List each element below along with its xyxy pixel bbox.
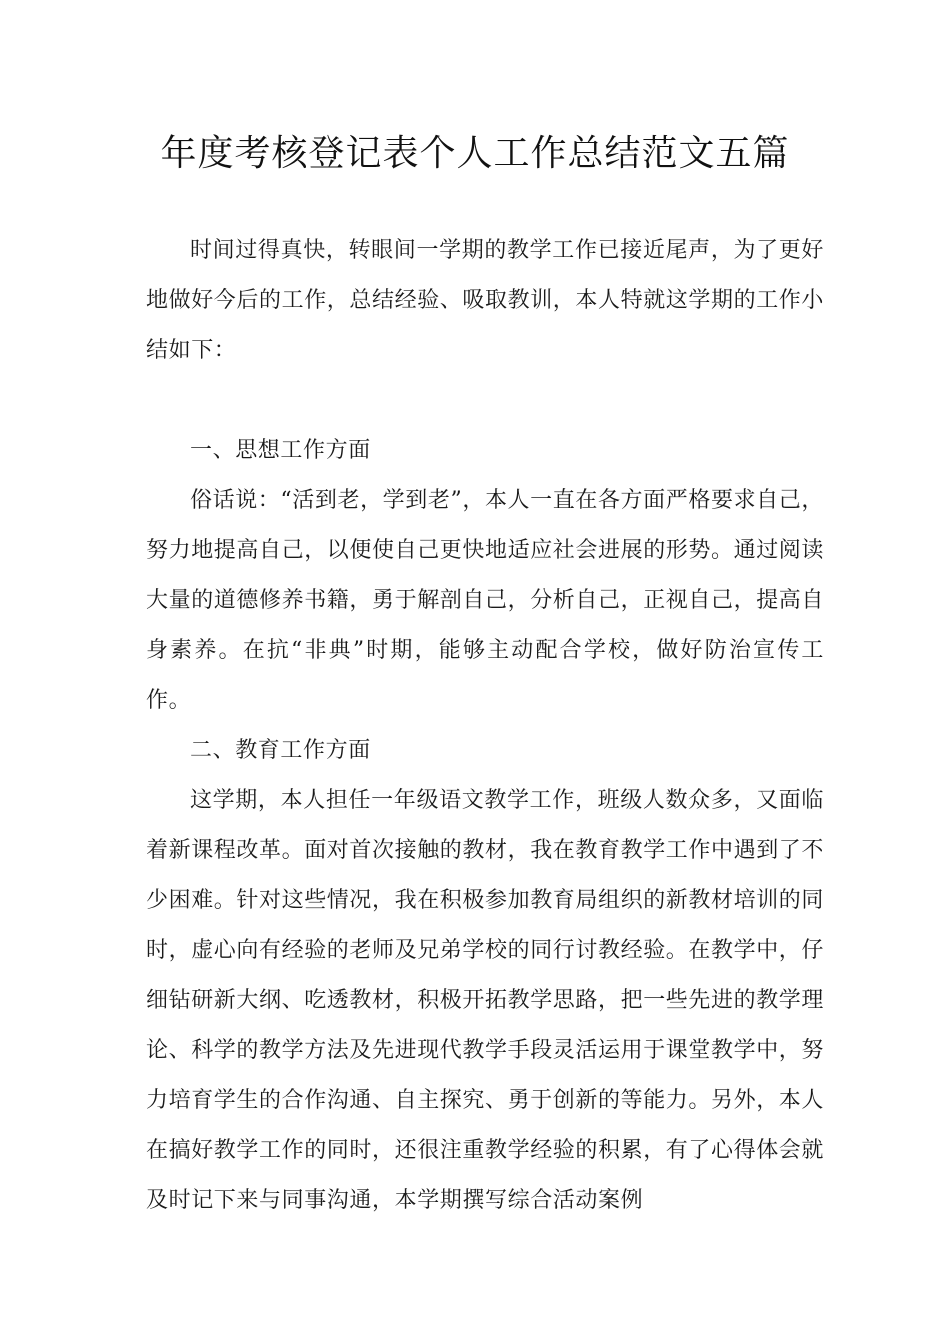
ideology-paragraph: 俗话说：“活到老，学到老”，本人一直在各方面严格要求自己，努力地提高自己，以便使自己更快地适应社会进展的形势。通过阅读大量的道德修养书籍，勇于解剖自己，分析自己，正视自己，提高自身素养。在抗“非典”时期，能够主动配合学校，做好防治宣传工作。 [146,488,825,713]
section-heading-ideology: 一、思想工作方面 [190,438,371,463]
document-title: 年度考核登记表个人工作总结范文五篇 [160,133,790,174]
intro-paragraph: 时间过得真快，转眼间一学期的教学工作已接近尾声，为了更好地做好今后的工作，总结经验、吸取教训，本人特就这学期的工作小结如下： [146,238,825,363]
education-paragraph: 这学期，本人担任一年级语文教学工作，班级人数众多，又面临着新课程改革。面对首次接触的教材，我在教育教学工作中遇到了不少困难。针对这些情况，我在积极参加教育局组织的新教材培训的同时，虚心向有经验的老师及兄弟学校的同行讨教经验。在教学中，仔细钻研新大纲、吃透教材，积极开拓教学思路，把一些先进的教学理论、科学的教学方法及先进现代教学手段灵活运用于课堂教学中，努力培育学生的合作沟通、自主探究、勇于创新的等能力。另外，本人在搞好教学工作的同时，还很注重教学经验的积累，有了心得体会就及时记下来与同事沟通，本学期撰写综合活动案例 [146,788,825,1213]
section-heading-education: 二、教育工作方面 [190,738,371,763]
document-body [146,226,824,1226]
